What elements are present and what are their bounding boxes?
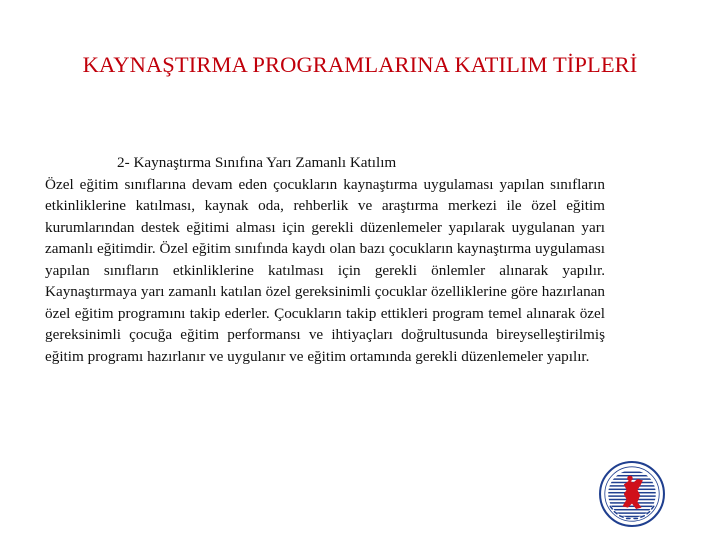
- section-subheading: 2- Kaynaştırma Sınıfına Yarı Zamanlı Katılım: [117, 154, 397, 171]
- body-paragraph: Özel eğitim sınıflarına devam eden çocukların kaynaştırma uygulaması yapılan sınıfların etkinliklerine katılması, kaynak oda, rehberlik ve araştırma merkezi ile özel eğitim kurumlarından destek eğitimi alması için gerekli düzenlemeler yapılarak uygulanan yarı zamanlı eğitimdir. Özel eğitim sınıfında kaydı olan bazı çocukların kaynaştırma uygulaması yapılan sınıfların etkinliklerine katılması için gerekli önlemler alınarak yapılır. Kaynaştırmaya yarı zamanlı katılan özel gereksinimli çocuklar özelliklerine göre hazırlanan özel eğitim programını takip ederler. Çocukların takip ettikleri program temel alınarak özel gereksinimli çocuğa eğitim performansı ve ihtiyaçları doğrultusunda bireyselleştirilmiş eğitim programı hazırlanır ve uygulanır ve eğitim ortamında gerekli düzenlemeler yapılır.: [45, 175, 605, 365]
- university-seal-icon: [598, 460, 666, 528]
- slide-content: [45, 152, 605, 367]
- slide-title: KAYNAŞTIRMA PROGRAMLARINA KATILIM TİPLERİ: [82, 52, 638, 77]
